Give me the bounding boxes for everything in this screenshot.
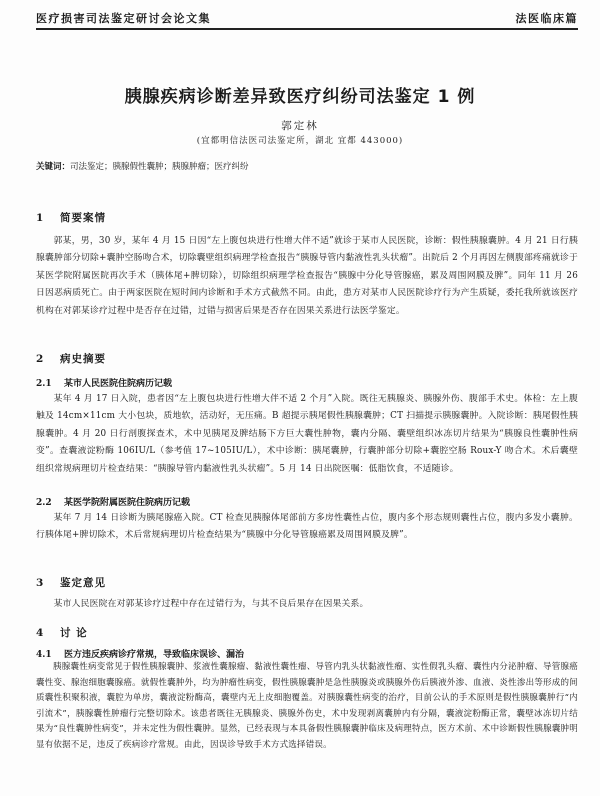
section-heading-4 bbox=[36, 625, 88, 640]
section-title: 讨 论 bbox=[60, 627, 88, 639]
section-1-paragraph: 郭某，男，30 岁，某年 4 月 15 日因“左上腹包块进行性增大伴不适”就诊于某市人民医院，诊断：假性胰腺囊肿。4 月 21 日行胰腺囊肿部分切除+囊肿空肠吻合术，切除囊壁组织病理学检查报告“胰腺导管内黏液性乳头状瘤”。出院后 2 个月再因左侧腹部疼痛就诊于某医学院附属医院再次手术（胰体尾+脾切除），切除组织病理学检查报告“胰腺中分化导管腺癌，累及周围网膜及脾”。同年 11 月 26 日因恶病质死亡。由于两家医院在短时间内诊断和手术方式截然不同。由此，患方对某市人民医院诊疗行为产生质疑，委托我所就该医疗机构在对郭某诊疗过程中是否存在过错，过错与损害后果是否存在因果关系进行法医学鉴定。 bbox=[36, 236, 578, 316]
article-author: 郭定林 bbox=[281, 120, 319, 132]
subsection-2-1-paragraph: 某年 4 月 17 日入院，患者因“左上腹包块进行性增大伴不适 2 个月”入院。既往无胰腺炎、胰腺外伤、腹部手术史。体检：左上腹触及 14cm×11cm 大小包块，质地软，活动好，无压痛。B 超提示胰尾假性胰腺囊肿；CT 扫描提示胰腺囊肿。入院诊断：胰尾假性胰腺囊肿。4 月 20 日行剖腹探查术，术中见胰尾及脾结肠下方巨大囊性肿物，囊内分隔、囊壁组织冰冻切片结果为“胰腺良性囊肿性病变”。查囊液淀粉酶 106IU/L（参考值 17~105IU/L），术中诊断：胰尾囊肿，行囊肿部分切除+囊腔空肠 Roux-Y 吻合术。术后囊壁组织常规病理切片检查结果：“胰腺导管内黏液性乳头状瘤”。5 月 14 日出院医嘱：低脂饮食，不适随诊。 bbox=[36, 394, 578, 474]
keywords-text: 司法鉴定；胰腺假性囊肿；胰腺肿瘤；医疗纠纷 bbox=[70, 162, 249, 172]
header-journal-title: 医疗损害司法鉴定研讨会论文集 bbox=[36, 12, 211, 25]
section-title: 简要案情 bbox=[60, 212, 106, 224]
section-number: 1 bbox=[36, 212, 45, 224]
section-title: 鉴定意见 bbox=[60, 577, 106, 589]
running-header bbox=[36, 8, 578, 30]
section-heading-3 bbox=[36, 575, 106, 590]
section-heading-1 bbox=[36, 210, 106, 225]
keywords bbox=[36, 161, 578, 173]
subsection-title: 某医学院附属医院住院病历记载 bbox=[64, 498, 191, 508]
header-section-title: 法医临床篇 bbox=[515, 12, 578, 25]
section-number: 2 bbox=[36, 353, 45, 365]
section-heading-2 bbox=[36, 351, 106, 366]
section-number: 3 bbox=[36, 577, 45, 589]
article-affiliation: (宜都明信法医司法鉴定所，湖北 宜都 443000) bbox=[196, 136, 404, 146]
subsection-number: 2.2 bbox=[36, 498, 52, 508]
article-title: 胰腺疾病诊断差异致医疗纠纷司法鉴定 1 例 bbox=[124, 87, 476, 107]
subsection-title: 某市人民医院住院病历记载 bbox=[64, 379, 173, 389]
section-number: 4 bbox=[36, 627, 45, 639]
section-3-paragraph: 某市人民医院在对郭某诊疗过程中存在过错行为，与其不良后果存在因果关系。 bbox=[53, 599, 369, 609]
subsection-2-2-paragraph: 某年 7 月 14 日诊断为胰尾腺癌入院。CT 检查见胰腺体尾部前方多房性囊性占位，腹内多个形态规则囊性占位，腹内多发小囊肿。行胰体尾+脾切除术，术后常规病理切片检查结果为“胰腺中分化导管腺癌累及周围网膜及脾”。 bbox=[36, 513, 578, 541]
subsection-heading-4-1 bbox=[36, 647, 244, 660]
keywords-label: 关键词： bbox=[36, 162, 71, 172]
subsection-heading-2-1 bbox=[36, 376, 172, 389]
subsection-number: 4.1 bbox=[36, 650, 52, 660]
subsection-title: 医方违反疾病诊疗常规，导致临床误诊、漏治 bbox=[64, 650, 245, 660]
subsection-4-1-paragraph: 胰腺囊性病变常见于假性胰腺囊肿、浆液性囊腺瘤、黏液性囊性瘤、导管内乳头状黏液性瘤、实性假乳头瘤、囊性内分泌肿瘤、导管腺癌囊性变、腺泡细胞囊腺癌。就假性囊肿外，均为肿瘤性病变，假性胰腺囊肿是急性胰腺炎或胰腺外伤后胰液外渗、血液、炎性渗出等形成的间质囊性积聚积液，囊腔为单房，囊液淀粉酶高，囊壁内无上皮细胞覆盖。对胰腺囊性病变的治疗，目前公认的手术原则是假性胰腺囊肿行“内引流术”，胰腺囊性肿瘤行完整切除术。该患者既往无胰腺炎、胰腺外伤史，术中发现剥离囊肿内有分隔，囊液淀粉酶正常，囊壁冰冻切片结果为“良性囊肿性病变”，并未定性为假性囊肿。显然，已经表现与本具备假性胰腺囊肿临床及病理特点，医方术前、术中诊断假性胰腺囊肿明显有依据不足，违反了疾病诊疗常规。由此，因误诊导致手术方式选择错误。 bbox=[36, 662, 578, 750]
subsection-heading-2-2 bbox=[36, 495, 190, 508]
section-title: 病史摘要 bbox=[60, 353, 106, 365]
subsection-number: 2.1 bbox=[36, 379, 52, 389]
